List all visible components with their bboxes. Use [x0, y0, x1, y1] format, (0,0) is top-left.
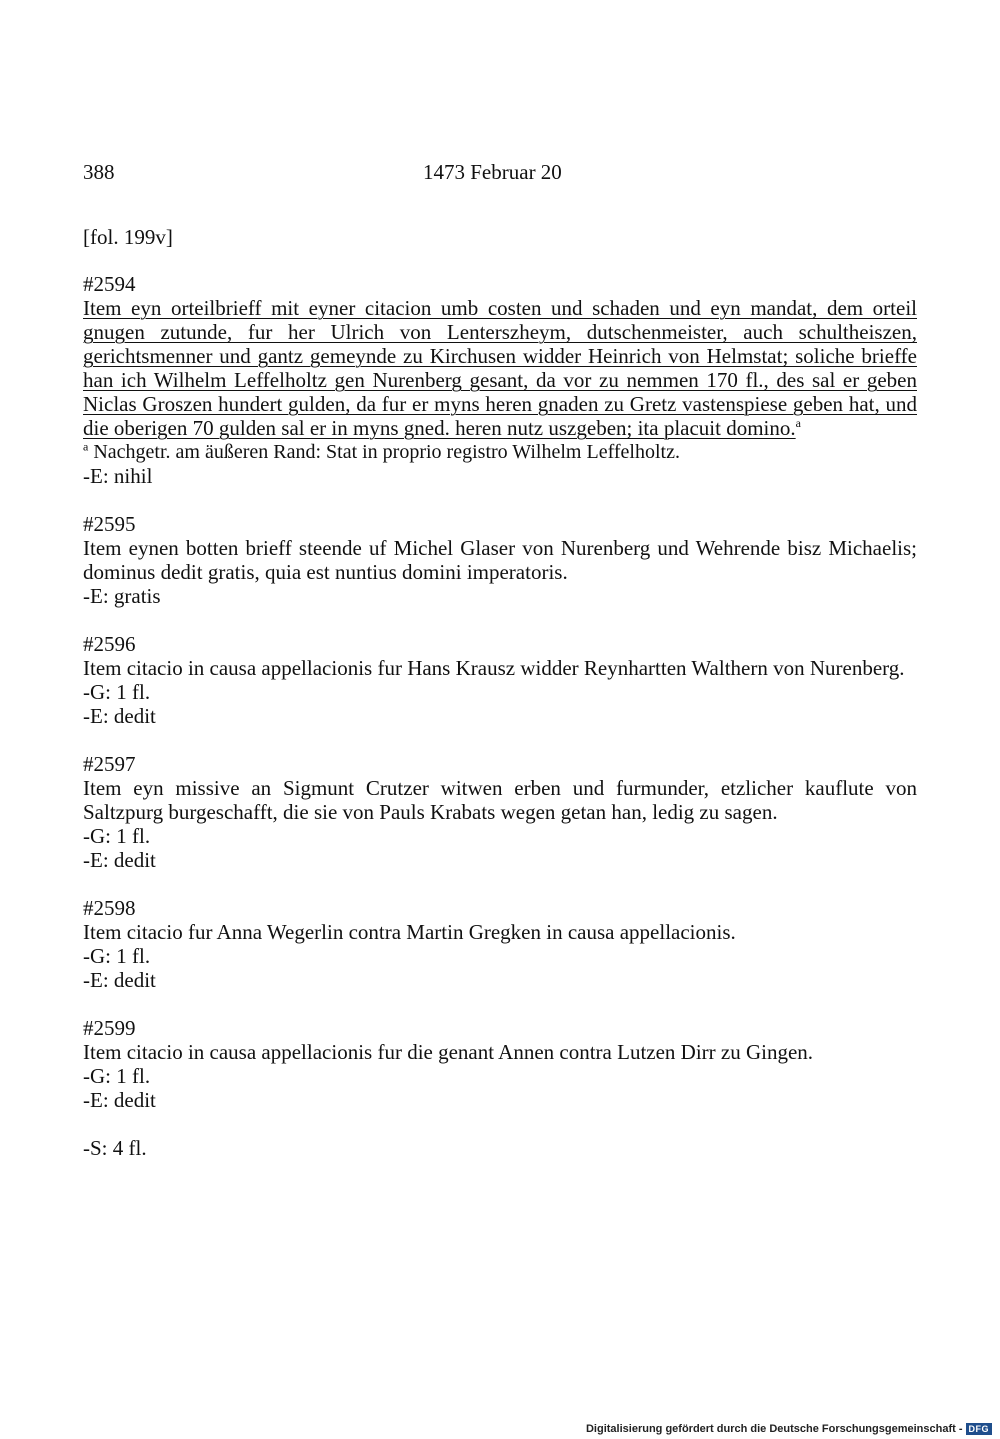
entry-id: #2594 — [83, 272, 136, 296]
entry-text: Item eynen botten brieff steende uf Michel Glaser von Nurenberg und Wehrende bisz Michaelis; dominus dedit gratis, quia est nuntius domini imperatoris. — [83, 536, 917, 584]
entry-text — [83, 296, 917, 440]
page-date: 1473 Februar 20 — [423, 160, 562, 184]
total-sum: -S: 4 fl. — [83, 1136, 147, 1160]
folio-reference: [fol. 199v] — [83, 225, 173, 249]
fee-line: -G: 1 fl. — [83, 680, 151, 704]
entry-2597 — [83, 752, 917, 872]
entry-2598 — [83, 896, 917, 992]
document-body — [83, 272, 917, 1181]
entry-text-underlined: Item eyn orteilbrieff mit eyner citacion umb costen und schaden und eyn mandat, dem orteil gnugen zutunde, fur her Ulrich von Lenterszheym, dutschenmeister, auch schultheiszen, gerichtsmenner und gantz gemeynde zu Kirchusen widder Heinrich von Helmstat; soliche brieffe han ich Wilhelm Leffelholtz gen Nurenberg gesant, da vor zu nemmen 170 fl., des sal er geben Niclas Groszen hundert gulden, da fur er myns heren gnaden zu Gretz vastenspiese geben hat, und die oberigen 70 gulden sal er in myns gned. heren nutz uszgeben; ita placuit domino. — [83, 296, 917, 440]
footnote-marker: a — [795, 416, 801, 430]
entry-id: #2599 — [83, 1016, 136, 1040]
footnote-marker-ref: a — [83, 439, 89, 454]
footnote — [83, 440, 917, 464]
fee-line: -E: nihil — [83, 464, 153, 488]
dfg-logo-icon: DFG — [966, 1423, 993, 1435]
entry-id: #2597 — [83, 752, 136, 776]
entry-text: Item citacio in causa appellacionis fur die genant Annen contra Lutzen Dirr zu Gingen. — [83, 1040, 814, 1064]
entry-text: Item citacio in causa appellacionis fur Hans Krausz widder Reynhartten Walthern von Nurenberg. — [83, 656, 905, 680]
fee-line: -E: dedit — [83, 1088, 156, 1112]
entry-id: #2595 — [83, 512, 136, 536]
footnote-text: Nachgetr. am äußeren Rand: Stat in proprio registro Wilhelm Leffelholtz. — [93, 441, 680, 463]
entry-id: #2596 — [83, 632, 136, 656]
fee-line: -E: dedit — [83, 848, 156, 872]
credit-text: Digitalisierung gefördert durch die Deutsche Forschungsgemeinschaft - — [585, 1423, 963, 1435]
entry-text: Item citacio fur Anna Wegerlin contra Martin Gregken in causa appellacionis. — [83, 920, 736, 944]
fee-line: -G: 1 fl. — [83, 1064, 151, 1088]
entry-2595 — [83, 512, 917, 608]
fee-line: -E: dedit — [83, 704, 156, 728]
fee-line: -E: gratis — [83, 584, 161, 608]
fee-line: -G: 1 fl. — [83, 824, 151, 848]
entry-text: Item eyn missive an Sigmunt Crutzer witwen erben und furmunder, etzlicher kauflute von Saltzpurg burgeschafft, die sie von Pauls Krabats wegen getan han, ledig zu sagen. — [83, 776, 917, 824]
dfg-credit — [586, 1423, 992, 1435]
page-header — [83, 160, 917, 190]
fee-line: -G: 1 fl. — [83, 944, 151, 968]
entry-2594 — [83, 272, 917, 488]
entry-2596 — [83, 632, 917, 728]
page-number: 388 — [83, 160, 115, 184]
entry-id: #2598 — [83, 896, 136, 920]
fee-line: -E: dedit — [83, 968, 156, 992]
entry-2599 — [83, 1016, 917, 1112]
